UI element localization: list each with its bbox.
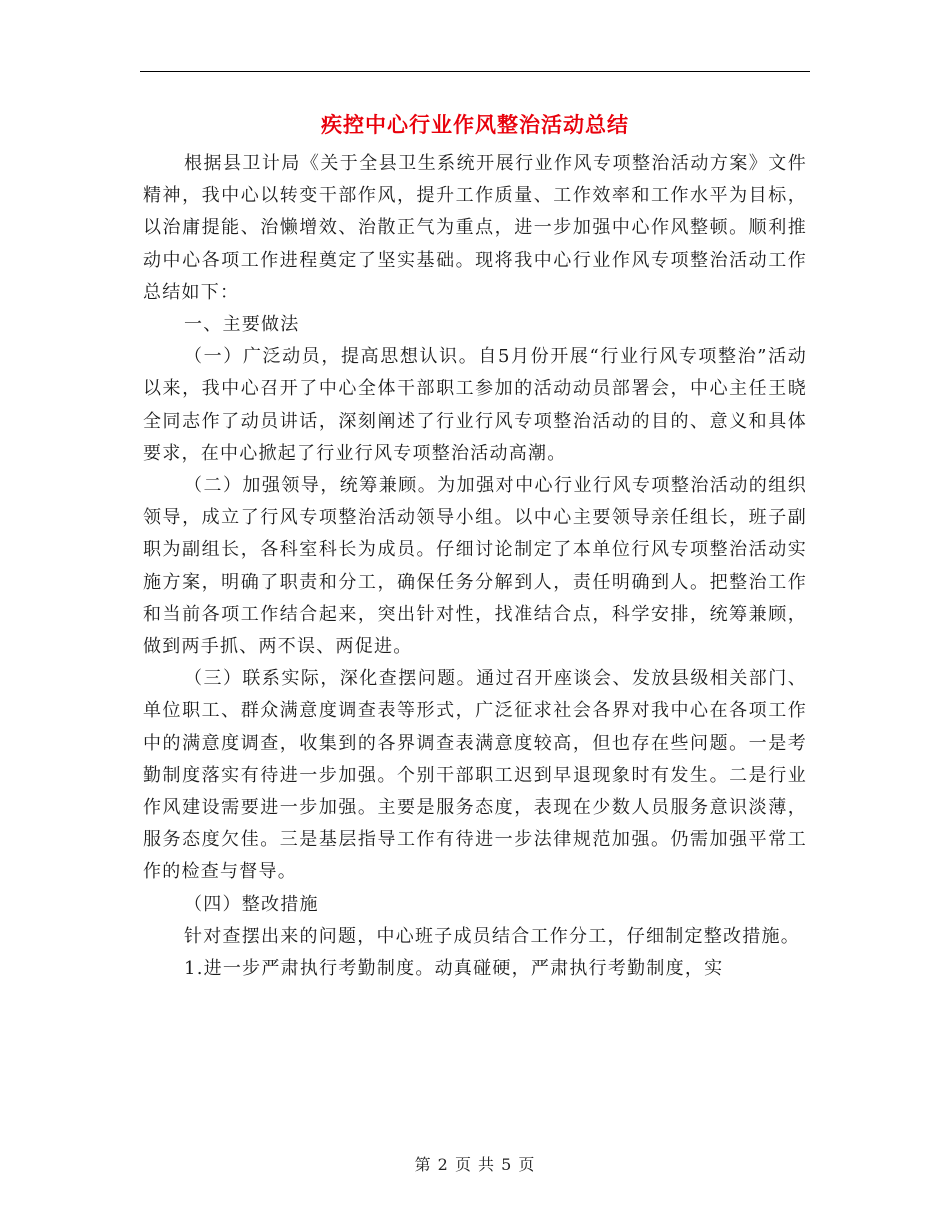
document-title: 疾控中心行业作风整治活动总结 <box>321 113 629 137</box>
measure-1-paragraph: 1.进一步严肃执行考勤制度。动真碰硬，严肃执行考勤制度，实 <box>184 958 724 980</box>
subsection-1-paragraph: （一）广泛动员，提高思想认识。自5月份开展“行业行风专项整治”活动以来，我中心召开了中心全体干部职工参加的活动动员部署会，中心主任王晓全同志作了动员讲话，深刻阐述了行业行风专项整治活动的目的、意义和具体要求，在中心掀起了行业行风专项整治活动高潮。 <box>143 346 807 464</box>
document-body <box>143 148 807 985</box>
header-rule <box>140 71 810 72</box>
measures-intro-paragraph: 针对查摆出来的问题，中心班子成员结合工作分工，仔细制定整改措施。 <box>184 925 800 947</box>
subsection-2-paragraph: （二）加强领导，统筹兼顾。为加强对中心行业行风专项整治活动的组织领导，成立了行风专项整治活动领导小组。以中心主要领导亲任组长，班子副职为副组长，各科室科长为成员。仔细讨论制定了本单位行风专项整治活动实施方案，明确了职责和分工，确保任务分解到人，责任明确到人。把整治工作和当前各项工作结合起来，突出针对性，找准结合点，科学安排，统筹兼顾，做到两手抓、两不误、两促进。 <box>143 475 807 658</box>
subsection-3-paragraph: （三）联系实际，深化查摆问题。通过召开座谈会、发放县级相关部门、单位职工、群众满意度调查表等形式，广泛征求社会各界对我中心在各项工作中的满意度调查，收集到的各界调查表满意度较高，但也存在些问题。一是考勤制度落实有待进一步加强。个别干部职工迟到早退现象时有发生。二是行业作风建设需要进一步加强。主要是服务态度，表现在少数人员服务意识淡薄，服务态度欠佳。三是基层指导工作有待进一步法律规范加强。仍需加强平常工作的检查与督导。 <box>143 668 807 883</box>
subsection-4-heading: （四）整改措施 <box>184 893 319 915</box>
page-number-footer: 第 2 页 共 5 页 <box>414 1155 536 1174</box>
section-heading: 一、主要做法 <box>184 314 300 336</box>
intro-paragraph: 根据县卫计局《关于全县卫生系统开展行业作风专项整治活动方案》文件精神，我中心以转变干部作风，提升工作质量、工作效率和工作水平为目标，以治庸提能、治懒增效、治散正气为重点，进一步加强中心作风整顿。顺利推动中心各项工作进程奠定了坚实基础。现将我中心行业作风专项整治活动工作总结如下： <box>143 153 807 303</box>
